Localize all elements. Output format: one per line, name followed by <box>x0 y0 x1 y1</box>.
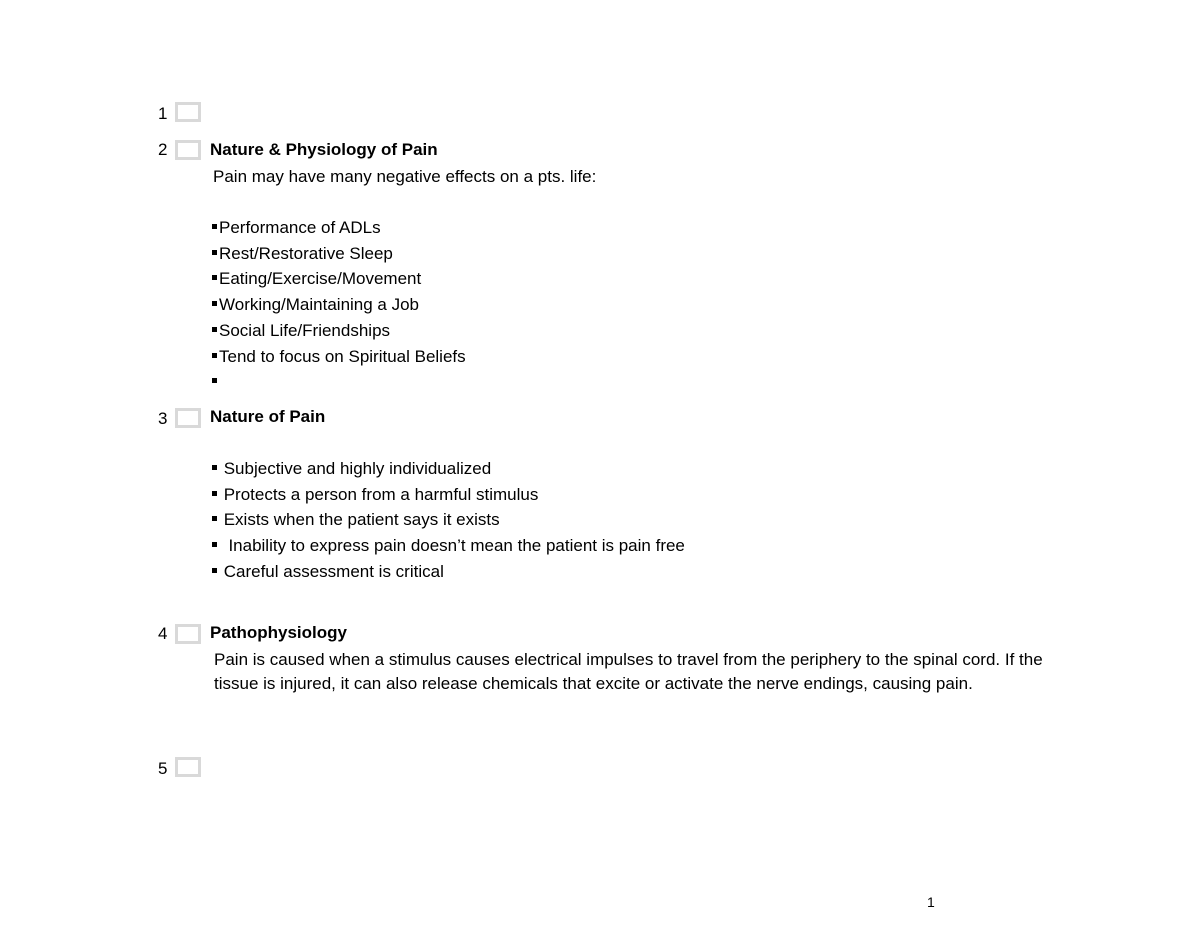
bullet-list <box>212 456 685 585</box>
list-item: Tend to focus on Spiritual Beliefs <box>212 344 466 370</box>
page-number: 1 <box>927 894 935 910</box>
slide-number: 3 <box>158 409 168 428</box>
bullet-icon <box>212 224 217 229</box>
slide-paragraph: Pain is caused when a stimulus causes electrical impulses to travel from the periphery to the spinal cord. If the tissue is injured, it can also release chemicals that excite or activate the nerve endings, causing pain. <box>214 650 1043 693</box>
list-item: Working/Maintaining a Job <box>212 292 466 318</box>
list-item: Rest/Restorative Sleep <box>212 241 466 267</box>
bullet-icon <box>212 250 217 255</box>
slide-intro: Pain may have many negative effects on a pts. life: <box>213 167 597 186</box>
list-item: Careful assessment is critical <box>212 559 685 585</box>
list-item: Eating/Exercise/Movement <box>212 266 466 292</box>
list-item: Subjective and highly individualized <box>212 456 685 482</box>
slide-title: Nature of Pain <box>210 407 326 426</box>
bullet-icon <box>212 491 217 496</box>
bullet-icon <box>212 275 217 280</box>
slide-number: 1 <box>158 104 168 123</box>
slide-title: Pathophysiology <box>210 623 347 642</box>
bullet-icon <box>212 516 217 521</box>
bullet-list <box>212 215 466 395</box>
list-item: Exists when the patient says it exists <box>212 507 685 533</box>
slide-thumbnail[interactable] <box>175 140 201 160</box>
slide-thumbnail[interactable] <box>175 408 201 428</box>
list-item: Social Life/Friendships <box>212 318 466 344</box>
bullet-icon <box>212 378 217 383</box>
slide-title: Nature & Physiology of Pain <box>210 140 438 159</box>
bullet-icon <box>212 542 217 547</box>
bullet-icon <box>212 353 217 358</box>
slide-thumbnail[interactable] <box>175 757 201 777</box>
bullet-icon <box>212 301 217 306</box>
slide-thumbnail[interactable] <box>175 624 201 644</box>
bullet-icon <box>212 465 217 470</box>
bullet-icon <box>212 327 217 332</box>
list-item: Inability to express pain doesn’t mean the patient is pain free <box>212 533 685 559</box>
list-item <box>212 369 466 395</box>
list-item: Protects a person from a harmful stimulus <box>212 482 685 508</box>
slide-thumbnail[interactable] <box>175 102 201 122</box>
list-item: Performance of ADLs <box>212 215 466 241</box>
bullet-icon <box>212 568 217 573</box>
slide-number: 5 <box>158 759 168 778</box>
slide-number: 2 <box>158 140 168 159</box>
slide-number: 4 <box>158 624 168 643</box>
